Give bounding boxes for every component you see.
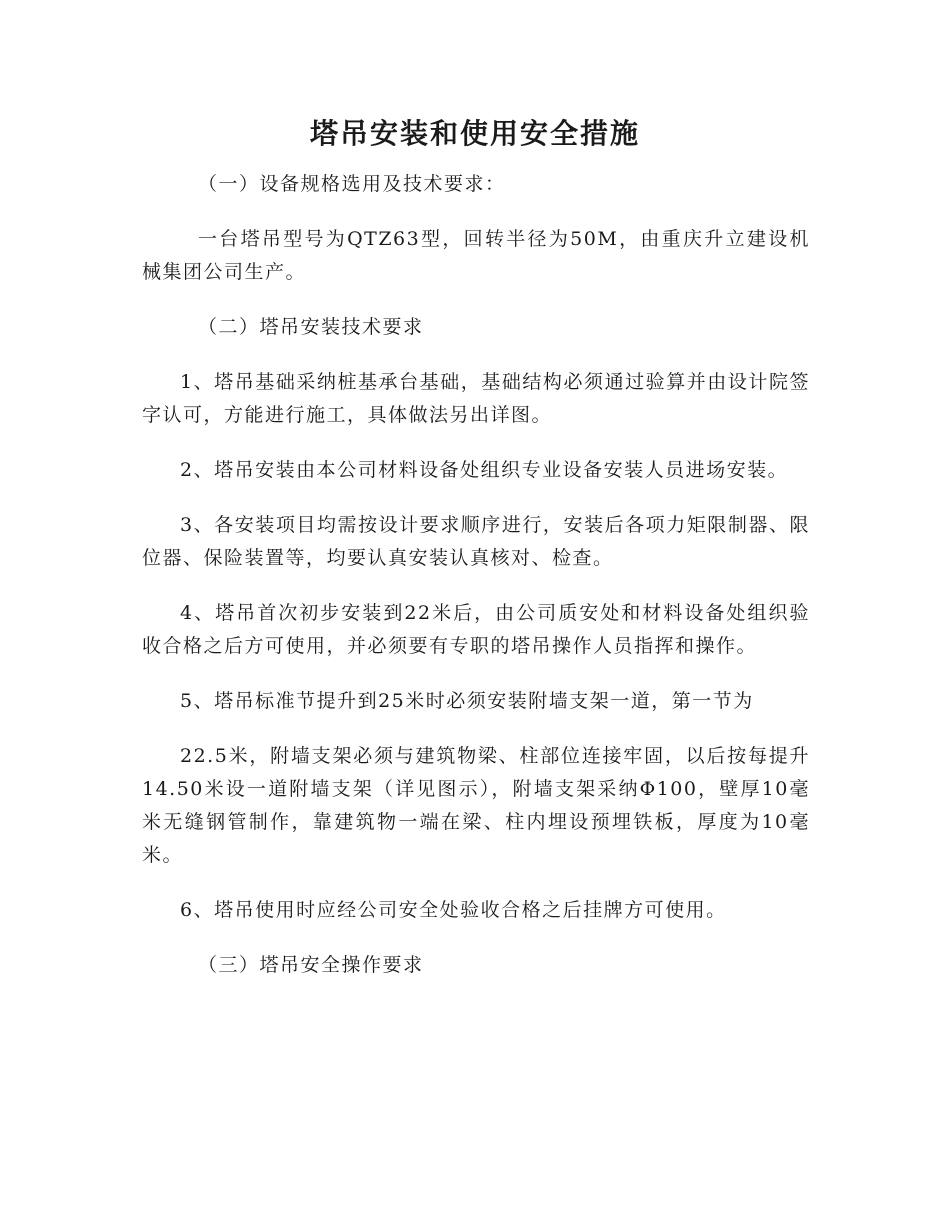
section-heading-3: （三）塔吊安全操作要求 [198,954,424,976]
paragraph-item-2: 2、塔吊安装由本公司材料设备处组织专业设备安装人员进场安装。 [180,459,789,481]
paragraph-item-5: 5、塔吊标准节提升到25米时必须安装附墙支架一道，第一节为 [180,690,754,712]
paragraph-item-5-continued: 22.5米，附墙支架必须与建筑物梁、柱部位连接牢固，以后按每提升14.50米设一道附墙支架（详见图示），附墙支架采纳Φ100，壁厚10毫米无缝钢管制作，靠建筑物一端在梁、柱内埋设预埋铁板，厚度为10毫米。 [142,745,810,866]
paragraph-equipment-spec: 一台塔吊型号为QTZ63型，回转半径为50M，由重庆升立建设机械集团公司生产。 [142,228,810,283]
paragraph-item-3: 3、各安装项目均需按设计要求顺序进行，安装后各项力矩限制器、限位器、保险装置等，均要认真安装认真核对、检查。 [142,514,810,569]
paragraph-item-1: 1、塔吊基础采纳桩基承台基础，基础结构必须通过验算并由设计院签字认可，方能进行施工，具体做法另出详图。 [142,371,810,426]
paragraph-item-4: 4、塔吊首次初步安装到22米后，由公司质安处和材料设备处组织验收合格之后方可使用，并必须要有专职的塔吊操作人员指挥和操作。 [142,602,810,657]
document-body [142,168,810,982]
paragraph-item-6: 6、塔吊使用时应经公司安全处验收合格之后挂牌方可使用。 [180,899,727,921]
document-title: 塔吊安装和使用安全措施 [309,117,640,150]
section-heading-2: （二）塔吊安装技术要求 [198,316,424,338]
section-heading-1: （一）设备规格选用及技术要求： [198,173,506,195]
